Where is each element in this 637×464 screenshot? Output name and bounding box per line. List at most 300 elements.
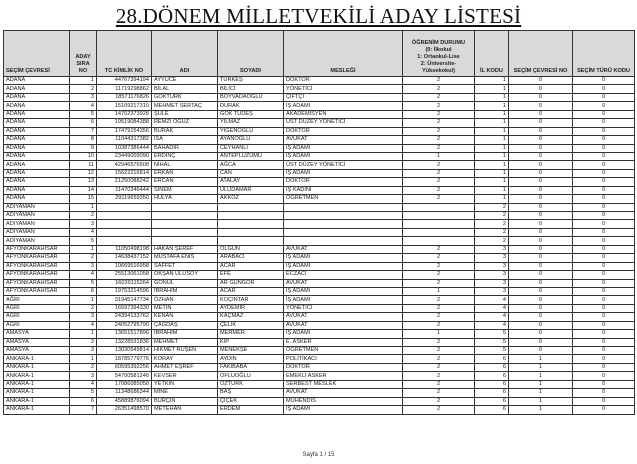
- candidate-table: [3, 30, 635, 415]
- cell-secim-turu-kodu: 0: [573, 136, 635, 144]
- cell-secim-cevresi: AFYONKARAHİSAR: [4, 287, 70, 295]
- cell-tc-kimlik-no: 21250088242: [97, 178, 152, 186]
- header-adi: ADI: [152, 31, 218, 77]
- cell-secim-cevresi-no: 0: [509, 254, 573, 262]
- cell-soyadi: ERDEM: [218, 406, 284, 414]
- cell-soyadi: DURAK: [218, 102, 284, 110]
- table-row: [4, 85, 635, 93]
- header-tc-kimlik-no: TC KİMLİK NO: [97, 31, 152, 77]
- cell-adi: HAKAN ŞEREF: [152, 245, 218, 253]
- cell-adi: MEHMET SERTAÇ: [152, 102, 218, 110]
- cell-adi: REMZİ OĞUZ: [152, 119, 218, 127]
- cell-meslegi: [284, 203, 403, 211]
- cell-ogrenim-durumu: 2: [403, 296, 475, 304]
- cell-secim-cevresi: ADIYAMAN: [4, 203, 70, 211]
- cell-secim-turu-kodu: 0: [573, 355, 635, 363]
- cell-secim-cevresi: ANKARA-1: [4, 406, 70, 414]
- cell-secim-cevresi-no: 0: [509, 271, 573, 279]
- cell-ogrenim-durumu: 2: [403, 347, 475, 355]
- cell-adi: ÖZHAN: [152, 296, 218, 304]
- table-row: [4, 271, 635, 279]
- cell-aday-sira-no: 6: [70, 397, 97, 405]
- cell-tc-kimlik-no: 24052795790: [97, 321, 152, 329]
- cell-secim-turu-kodu: 0: [573, 330, 635, 338]
- cell-ogrenim-durumu: 2: [403, 338, 475, 346]
- cell-secim-cevresi-no: 0: [509, 85, 573, 93]
- cell-tc-kimlik-no: 11050498198: [97, 245, 152, 253]
- cell-adi: BAHADIR: [152, 144, 218, 152]
- cell-tc-kimlik-no: 18571176826: [97, 93, 152, 101]
- cell-meslegi: ÜST DÜZEY YÖNETİCİ: [284, 119, 403, 127]
- cell-aday-sira-no: 12: [70, 169, 97, 177]
- cell-il-kodu: 1: [475, 136, 509, 144]
- table-row: [4, 212, 635, 220]
- cell-il-kodu: 2: [475, 212, 509, 220]
- cell-soyadi: [218, 212, 284, 220]
- cell-secim-cevresi-no: 0: [509, 321, 573, 329]
- cell-secim-turu-kodu: 0: [573, 389, 635, 397]
- cell-secim-cevresi-no: 0: [509, 119, 573, 127]
- cell-il-kodu: 2: [475, 228, 509, 236]
- cell-secim-cevresi: ADANA: [4, 136, 70, 144]
- cell-secim-turu-kodu: 0: [573, 127, 635, 135]
- cell-secim-cevresi: AĞRI: [4, 313, 70, 321]
- cell-ogrenim-durumu: 2: [403, 169, 475, 177]
- cell-secim-turu-kodu: 0: [573, 102, 635, 110]
- cell-aday-sira-no: 9: [70, 144, 97, 152]
- cell-meslegi: DOKTOR: [284, 178, 403, 186]
- cell-secim-turu-kodu: 0: [573, 110, 635, 118]
- cell-il-kodu: 4: [475, 296, 509, 304]
- cell-soyadi: CAN: [218, 169, 284, 177]
- cell-aday-sira-no: 2: [70, 363, 97, 371]
- cell-secim-cevresi: AĞRI: [4, 304, 70, 312]
- cell-secim-cevresi-no: 0: [509, 313, 573, 321]
- cell-soyadi: KİP: [218, 338, 284, 346]
- table-row: [4, 93, 635, 101]
- cell-secim-turu-kodu: 0: [573, 178, 635, 186]
- cell-secim-turu-kodu: 0: [573, 186, 635, 194]
- table-row: [4, 228, 635, 236]
- cell-adi: KEVSER: [152, 372, 218, 380]
- header-ogrenim-line3: 1: Ortaokul-Lise: [417, 54, 460, 60]
- cell-meslegi: İŞ ADAMI: [284, 152, 403, 160]
- cell-soyadi: OFLUOĞLU: [218, 372, 284, 380]
- cell-aday-sira-no: 3: [70, 372, 97, 380]
- table-row: [4, 313, 635, 321]
- cell-secim-cevresi: ADIYAMAN: [4, 228, 70, 236]
- cell-soyadi: CEYHANLI: [218, 144, 284, 152]
- table-row: [4, 186, 635, 194]
- cell-secim-turu-kodu: 0: [573, 220, 635, 228]
- cell-tc-kimlik-no: 11719298862: [97, 85, 152, 93]
- cell-soyadi: [218, 237, 284, 245]
- cell-secim-cevresi: AFYONKARAHİSAR: [4, 262, 70, 270]
- cell-aday-sira-no: 14: [70, 186, 97, 194]
- table-row: [4, 203, 635, 211]
- cell-adi: İBRAHİM: [152, 287, 218, 295]
- cell-soyadi: MERMER: [218, 330, 284, 338]
- cell-secim-turu-kodu: 0: [573, 262, 635, 270]
- page-footer: Sayfa 1 / 15: [302, 452, 335, 458]
- cell-adi: NİHAL: [152, 161, 218, 169]
- cell-adi: SİNEM: [152, 186, 218, 194]
- cell-adi: ŞULE: [152, 110, 218, 118]
- cell-adi: [152, 203, 218, 211]
- cell-soyadi: GÖK TÜDEŞ: [218, 110, 284, 118]
- cell-ogrenim-durumu: 2: [403, 161, 475, 169]
- cell-il-kodu: 1: [475, 186, 509, 194]
- cell-aday-sira-no: 15: [70, 195, 97, 203]
- cell-meslegi: İŞ ADAMI: [284, 102, 403, 110]
- cell-adi: BURAK: [152, 127, 218, 135]
- cell-ogrenim-durumu: 2: [403, 271, 475, 279]
- cell-ogrenim-durumu: 2: [403, 245, 475, 253]
- cell-tc-kimlik-no: 17086085050: [97, 380, 152, 388]
- cell-meslegi: [284, 237, 403, 245]
- cell-secim-cevresi: ADANA: [4, 85, 70, 93]
- cell-aday-sira-no: 5: [70, 110, 97, 118]
- cell-secim-cevresi: ANKARA-1: [4, 372, 70, 380]
- cell-adi: İSA: [152, 136, 218, 144]
- cell-secim-cevresi-no: 0: [509, 338, 573, 346]
- cell-tc-kimlik-no: 23449009090: [97, 152, 152, 160]
- cell-aday-sira-no: 3: [70, 262, 97, 270]
- cell-secim-cevresi-no: 0: [509, 102, 573, 110]
- cell-aday-sira-no: 4: [70, 228, 97, 236]
- cell-secim-cevresi-no: 0: [509, 279, 573, 287]
- cell-secim-cevresi-no: 0: [509, 237, 573, 245]
- cell-secim-cevresi-no: 0: [509, 262, 573, 270]
- cell-secim-cevresi: ADIYAMAN: [4, 212, 70, 220]
- cell-meslegi: DOKTOR: [284, 363, 403, 371]
- cell-secim-cevresi-no: 0: [509, 161, 573, 169]
- cell-il-kodu: 2: [475, 237, 509, 245]
- cell-secim-cevresi-no: 0: [509, 152, 573, 160]
- cell-il-kodu: 3: [475, 287, 509, 295]
- cell-secim-cevresi: ADANA: [4, 77, 70, 85]
- cell-aday-sira-no: 2: [70, 85, 97, 93]
- cell-secim-cevresi-no: 0: [509, 220, 573, 228]
- table-row: [4, 338, 635, 346]
- cell-adi: OKŞAN ULUSOY: [152, 271, 218, 279]
- cell-il-kodu: 1: [475, 110, 509, 118]
- cell-il-kodu: 1: [475, 93, 509, 101]
- cell-tc-kimlik-no: 42946576508: [97, 161, 152, 169]
- cell-aday-sira-no: 1: [70, 245, 97, 253]
- cell-aday-sira-no: 3: [70, 220, 97, 228]
- cell-secim-turu-kodu: 0: [573, 406, 635, 414]
- cell-meslegi: AVUKAT: [284, 136, 403, 144]
- cell-soyadi: [218, 228, 284, 236]
- table-row: [4, 161, 635, 169]
- table-row: [4, 363, 635, 371]
- cell-il-kodu: 3: [475, 271, 509, 279]
- cell-secim-turu-kodu: 0: [573, 85, 635, 93]
- cell-il-kodu: 1: [475, 77, 509, 85]
- cell-soyadi: ARABACI: [218, 254, 284, 262]
- cell-secim-cevresi: AMASYA: [4, 338, 70, 346]
- cell-secim-turu-kodu: 0: [573, 304, 635, 312]
- cell-adi: KENAN: [152, 313, 218, 321]
- header-ogrenim-line2: (0: İlkokul: [425, 47, 452, 53]
- cell-tc-kimlik-no: 15109217310: [97, 102, 152, 110]
- cell-secim-cevresi: ADANA: [4, 93, 70, 101]
- cell-secim-cevresi-no: 0: [509, 203, 573, 211]
- cell-ogrenim-durumu: 2: [403, 77, 475, 85]
- cell-il-kodu: 6: [475, 397, 509, 405]
- cell-meslegi: ÇİFTÇİ: [284, 93, 403, 101]
- cell-tc-kimlik-no: 14638437152: [97, 254, 152, 262]
- cell-meslegi: İŞ ADAMI: [284, 330, 403, 338]
- cell-il-kodu: 6: [475, 363, 509, 371]
- cell-secim-turu-kodu: 0: [573, 287, 635, 295]
- cell-tc-kimlik-no: 25513061058: [97, 271, 152, 279]
- cell-secim-cevresi: ANKARA-1: [4, 389, 70, 397]
- cell-secim-cevresi: ANKARA-1: [4, 397, 70, 405]
- cell-secim-turu-kodu: 0: [573, 93, 635, 101]
- cell-il-kodu: 6: [475, 372, 509, 380]
- cell-secim-turu-kodu: 0: [573, 119, 635, 127]
- cell-il-kodu: 2: [475, 203, 509, 211]
- cell-ogrenim-durumu: 2: [403, 93, 475, 101]
- cell-tc-kimlik-no: [97, 220, 152, 228]
- cell-soyadi: [218, 220, 284, 228]
- cell-secim-cevresi-no: 0: [509, 330, 573, 338]
- table-row: [4, 102, 635, 110]
- cell-adi: HİKMET RUŞEN: [152, 347, 218, 355]
- cell-soyadi: MENEKŞE: [218, 347, 284, 355]
- cell-soyadi: BİLİCİ: [218, 85, 284, 93]
- cell-tc-kimlik-no: 11470346444: [97, 186, 152, 194]
- cell-secim-cevresi-no: 0: [509, 287, 573, 295]
- cell-aday-sira-no: 4: [70, 380, 97, 388]
- cell-ogrenim-durumu: [403, 228, 475, 236]
- cell-il-kodu: 1: [475, 127, 509, 135]
- cell-meslegi: YÖNETİCİ: [284, 85, 403, 93]
- cell-tc-kimlik-no: 15622216814: [97, 169, 152, 177]
- header-ogrenim-line1: ÖĞRENİM DURUMU: [411, 40, 466, 46]
- cell-aday-sira-no: 2: [70, 212, 97, 220]
- cell-secim-cevresi-no: 1: [509, 380, 573, 388]
- cell-meslegi: ÖĞRETMEN: [284, 347, 403, 355]
- cell-adi: [152, 220, 218, 228]
- cell-il-kodu: 1: [475, 161, 509, 169]
- cell-secim-cevresi: ANKARA-1: [4, 363, 70, 371]
- cell-ogrenim-durumu: 2: [403, 389, 475, 397]
- cell-secim-cevresi: AMASYA: [4, 347, 70, 355]
- cell-tc-kimlik-no: 45889876094: [97, 397, 152, 405]
- cell-il-kodu: 1: [475, 119, 509, 127]
- cell-ogrenim-durumu: 2: [403, 254, 475, 262]
- cell-il-kodu: 1: [475, 85, 509, 93]
- cell-secim-turu-kodu: 0: [573, 338, 635, 346]
- cell-secim-cevresi: ADANA: [4, 186, 70, 194]
- cell-soyadi: AR GÜNGÖR: [218, 279, 284, 287]
- cell-tc-kimlik-no: [97, 203, 152, 211]
- cell-adi: BURÇİN: [152, 397, 218, 405]
- cell-secim-turu-kodu: 0: [573, 271, 635, 279]
- cell-secim-cevresi: AĞRI: [4, 296, 70, 304]
- cell-tc-kimlik-no: 18785779776: [97, 355, 152, 363]
- cell-aday-sira-no: 4: [70, 102, 97, 110]
- cell-secim-cevresi-no: 0: [509, 178, 573, 186]
- header-il-kodu: İL KODU: [475, 31, 509, 77]
- cell-secim-cevresi: ADANA: [4, 110, 70, 118]
- cell-meslegi: İŞ ADAMI: [284, 287, 403, 295]
- cell-meslegi: AVUKAT: [284, 313, 403, 321]
- cell-meslegi: AVUKAT: [284, 321, 403, 329]
- cell-soyadi: ATALAY: [218, 178, 284, 186]
- cell-aday-sira-no: 5: [70, 237, 97, 245]
- cell-soyadi: ACAR: [218, 287, 284, 295]
- cell-ogrenim-durumu: 2: [403, 102, 475, 110]
- cell-secim-cevresi-no: 0: [509, 127, 573, 135]
- cell-secim-turu-kodu: 0: [573, 169, 635, 177]
- table-row: [4, 279, 635, 287]
- header-secim-cevresi-no: SEÇİM ÇEVRESİ NO: [509, 31, 573, 77]
- cell-il-kodu: 6: [475, 406, 509, 414]
- cell-secim-turu-kodu: 0: [573, 152, 635, 160]
- cell-secim-turu-kodu: 0: [573, 161, 635, 169]
- cell-il-kodu: 4: [475, 304, 509, 312]
- cell-secim-cevresi-no: 1: [509, 363, 573, 371]
- header-aday-sira-no: [70, 31, 97, 77]
- cell-secim-turu-kodu: 0: [573, 237, 635, 245]
- cell-secim-turu-kodu: 0: [573, 321, 635, 329]
- cell-meslegi: MÜHENDİS: [284, 397, 403, 405]
- cell-ogrenim-durumu: 1: [403, 330, 475, 338]
- cell-aday-sira-no: 11: [70, 161, 97, 169]
- cell-secim-turu-kodu: 0: [573, 380, 635, 388]
- cell-adi: GÖNÜL: [152, 279, 218, 287]
- cell-il-kodu: 1: [475, 195, 509, 203]
- cell-meslegi: [284, 212, 403, 220]
- table-row: [4, 152, 635, 160]
- cell-tc-kimlik-no: 10669516958: [97, 262, 152, 270]
- cell-secim-cevresi-no: 0: [509, 347, 573, 355]
- cell-tc-kimlik-no: 44767394194: [97, 77, 152, 85]
- table-row: [4, 119, 635, 127]
- cell-adi: [152, 228, 218, 236]
- header-aday-sira-no-line1: ADAY: [75, 54, 91, 60]
- cell-secim-turu-kodu: 0: [573, 212, 635, 220]
- cell-soyadi: TÜRKEŞ: [218, 77, 284, 85]
- cell-il-kodu: 1: [475, 144, 509, 152]
- cell-aday-sira-no: 13: [70, 178, 97, 186]
- cell-tc-kimlik-no: 24394133762: [97, 313, 152, 321]
- cell-meslegi: [284, 228, 403, 236]
- cell-soyadi: YILMAZ: [218, 119, 284, 127]
- table-row: [4, 355, 635, 363]
- table-row: [4, 372, 635, 380]
- cell-soyadi: OLGUN: [218, 245, 284, 253]
- cell-secim-cevresi-no: 0: [509, 296, 573, 304]
- cell-ogrenim-durumu: 2: [403, 321, 475, 329]
- document-title: 28.DÖNEM MİLLETVEKİLİ ADAY LİSTESİ: [115, 4, 522, 28]
- cell-adi: İBRAHİM: [152, 330, 218, 338]
- cell-adi: AYYÜCE: [152, 77, 218, 85]
- cell-secim-cevresi-no: 0: [509, 245, 573, 253]
- cell-aday-sira-no: 3: [70, 313, 97, 321]
- cell-secim-cevresi-no: 0: [509, 169, 573, 177]
- cell-secim-cevresi: AFYONKARAHİSAR: [4, 271, 70, 279]
- cell-adi: AHMET EŞREF: [152, 363, 218, 371]
- cell-adi: [152, 212, 218, 220]
- cell-secim-cevresi: ANKARA-1: [4, 355, 70, 363]
- cell-secim-turu-kodu: 0: [573, 77, 635, 85]
- cell-ogrenim-durumu: [403, 237, 475, 245]
- table-body: [4, 77, 635, 415]
- cell-il-kodu: 6: [475, 389, 509, 397]
- cell-soyadi: ÖZTÜRK: [218, 380, 284, 388]
- cell-soyadi: YİĞENOĞLU: [218, 127, 284, 135]
- table-row: [4, 406, 635, 414]
- cell-aday-sira-no: 5: [70, 389, 97, 397]
- cell-adi: [152, 237, 218, 245]
- header-ogrenim-line5: Yüksekokul): [422, 68, 455, 74]
- cell-soyadi: EFE: [218, 271, 284, 279]
- cell-secim-cevresi-no: 0: [509, 77, 573, 85]
- table-header-row: [4, 31, 635, 77]
- cell-tc-kimlik-no: 11348686344: [97, 389, 152, 397]
- cell-adi: METİN: [152, 304, 218, 312]
- cell-ogrenim-durumu: 2: [403, 144, 475, 152]
- table-row: [4, 77, 635, 85]
- cell-soyadi: ULUDAMAR: [218, 186, 284, 194]
- cell-aday-sira-no: 1: [70, 296, 97, 304]
- cell-meslegi: ÜST DÜZEY YÖNETİCİ: [284, 161, 403, 169]
- cell-tc-kimlik-no: 10387386444: [97, 144, 152, 152]
- cell-adi: ERCAN: [152, 178, 218, 186]
- header-meslegi: MESLEĞİ: [284, 31, 403, 77]
- cell-adi: MEHMET: [152, 338, 218, 346]
- cell-adi: GÖKTÜRK: [152, 93, 218, 101]
- header-soyadi: SOYADI: [218, 31, 284, 77]
- cell-aday-sira-no: 5: [70, 279, 97, 287]
- cell-il-kodu: 1: [475, 102, 509, 110]
- table-row: [4, 262, 635, 270]
- cell-adi: MİNE: [152, 389, 218, 397]
- cell-ogrenim-durumu: 2: [403, 397, 475, 405]
- cell-secim-turu-kodu: 0: [573, 313, 635, 321]
- cell-secim-cevresi: ADANA: [4, 169, 70, 177]
- cell-soyadi: BAŞ: [218, 389, 284, 397]
- cell-soyadi: AĞCA: [218, 161, 284, 169]
- cell-meslegi: İŞ ADAMI: [284, 254, 403, 262]
- cell-aday-sira-no: 4: [70, 271, 97, 279]
- cell-secim-turu-kodu: 0: [573, 228, 635, 236]
- cell-il-kodu: 3: [475, 262, 509, 270]
- cell-secim-cevresi: ADANA: [4, 161, 70, 169]
- cell-il-kodu: 1: [475, 178, 509, 186]
- cell-meslegi: AVUKAT: [284, 279, 403, 287]
- cell-secim-cevresi: AĞRI: [4, 321, 70, 329]
- cell-ogrenim-durumu: 2: [403, 186, 475, 194]
- cell-secim-cevresi-no: 0: [509, 228, 573, 236]
- cell-soyadi: ÇELİK: [218, 321, 284, 329]
- cell-meslegi: AVUKAT: [284, 389, 403, 397]
- cell-secim-cevresi-no: 1: [509, 355, 573, 363]
- cell-aday-sira-no: 3: [70, 347, 97, 355]
- cell-secim-cevresi-no: 0: [509, 93, 573, 101]
- cell-soyadi: BOYVADAOĞLU: [218, 93, 284, 101]
- cell-ogrenim-durumu: 2: [403, 380, 475, 388]
- cell-meslegi: EMEKLİ ASKER: [284, 372, 403, 380]
- cell-secim-cevresi-no: 0: [509, 136, 573, 144]
- cell-secim-turu-kodu: 0: [573, 203, 635, 211]
- table-row: [4, 237, 635, 245]
